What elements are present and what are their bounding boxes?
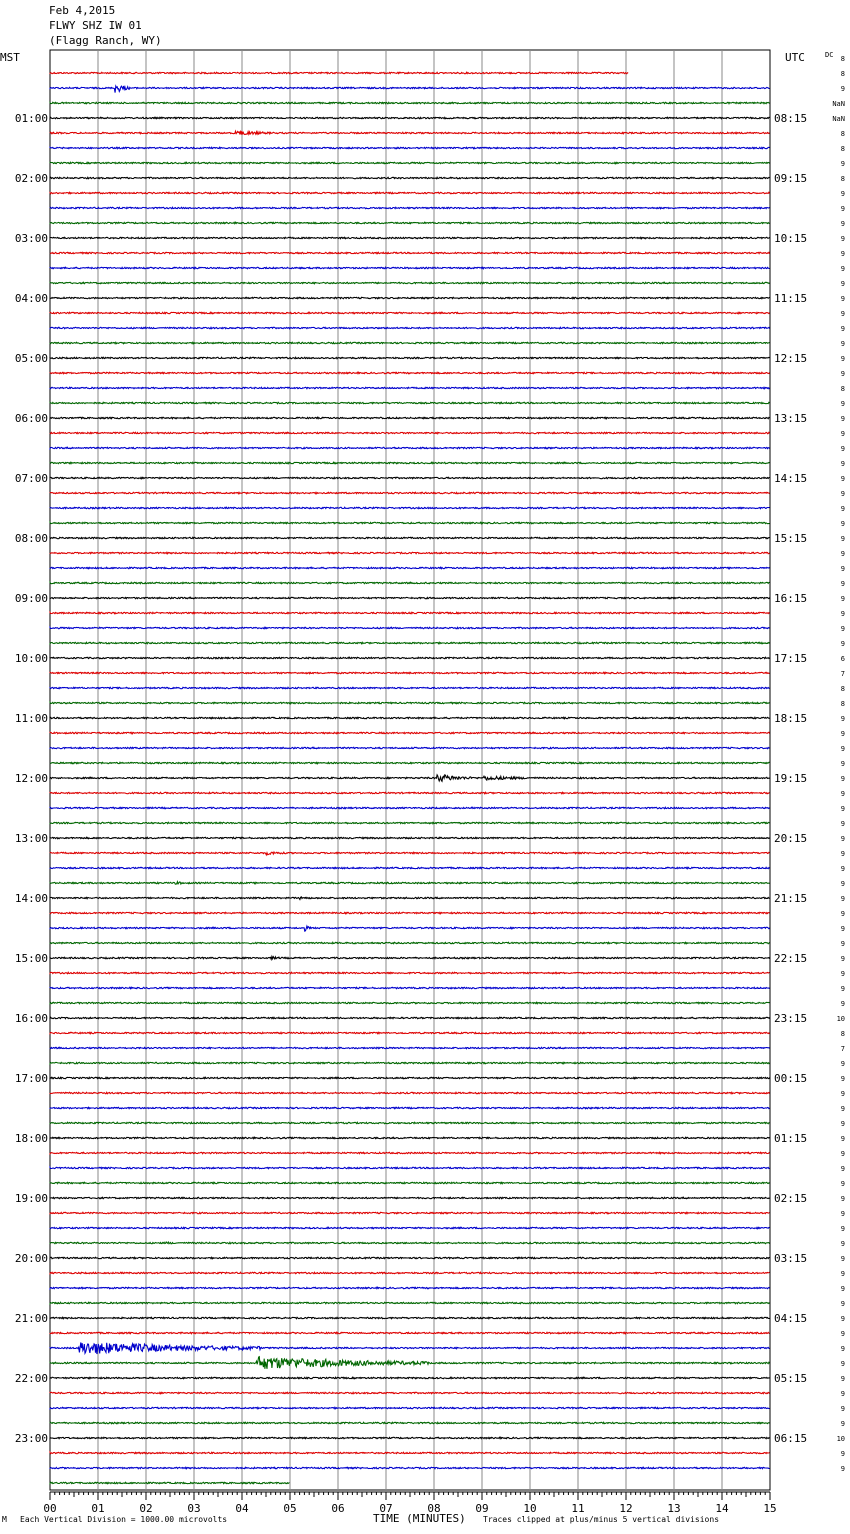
trace-rms-value: 9 — [840, 190, 845, 198]
mst-hour-label: 14:00 — [14, 892, 48, 905]
trace-line — [50, 1002, 770, 1003]
trace-line — [50, 597, 770, 598]
trace-line — [50, 897, 770, 900]
trace-rms-value: 8 — [840, 70, 845, 78]
x-tick-label: 01 — [91, 1502, 105, 1515]
x-tick-label: 08 — [427, 1502, 441, 1515]
trace-rms-value: 9 — [840, 940, 845, 948]
trace-line — [50, 297, 770, 298]
trace-line — [50, 987, 770, 988]
trace-line — [50, 462, 770, 463]
trace-line — [50, 867, 770, 868]
trace-rms-value: 9 — [840, 1105, 845, 1113]
trace-line — [50, 687, 770, 688]
mst-hour-label: 17:00 — [14, 1072, 48, 1085]
trace-rms-value: 9 — [840, 415, 845, 423]
mst-hour-label: 23:00 — [14, 1432, 48, 1445]
trace-rms-value: 6 — [840, 655, 845, 663]
mst-hour-label: 22:00 — [14, 1372, 48, 1385]
trace-line — [50, 372, 770, 373]
x-tick-label: 07 — [379, 1502, 393, 1515]
trace-line — [50, 926, 770, 931]
trace-rms-value: 9 — [840, 460, 845, 468]
trace-rms-value: 9 — [840, 895, 845, 903]
trace-line — [50, 1017, 770, 1018]
trace-rms-value: 9 — [840, 370, 845, 378]
utc-hour-label: 01:15 — [774, 1132, 808, 1145]
utc-hour-label: 22:15 — [774, 952, 808, 965]
trace-rms-value: 9 — [840, 1300, 845, 1308]
mst-hour-label: 03:00 — [14, 232, 48, 245]
mst-hour-label: 16:00 — [14, 1012, 48, 1025]
trace-line — [50, 1092, 770, 1093]
trace-line — [50, 807, 770, 808]
utc-hour-label: 21:15 — [774, 892, 808, 905]
clip-note: Traces clipped at plus/minus 5 vertical divisions — [483, 1515, 720, 1524]
trace-line — [50, 775, 770, 781]
utc-hour-label: 19:15 — [774, 772, 808, 785]
x-tick-label: 00 — [43, 1502, 57, 1515]
mst-hour-label: 19:00 — [14, 1192, 48, 1205]
trace-line — [50, 792, 770, 793]
x-tick-label: 13 — [667, 1502, 681, 1515]
mst-hour-label: 10:00 — [14, 652, 48, 665]
trace-line — [50, 1357, 770, 1369]
x-tick-label: 02 — [139, 1502, 153, 1515]
trace-line — [50, 1152, 770, 1153]
trace-rms-value: 9 — [840, 715, 845, 723]
station-code: FLWY SHZ IW 01 — [49, 19, 142, 32]
plot-date: Feb 4,2015 — [49, 4, 116, 17]
trace-rms-value: 9 — [840, 805, 845, 813]
trace-line — [50, 507, 770, 508]
mst-hour-label: 06:00 — [14, 412, 48, 425]
utc-hour-label: 02:15 — [774, 1192, 808, 1205]
right-axis-title: UTC — [785, 51, 805, 64]
trace-rms-value: 9 — [840, 985, 845, 993]
utc-hour-label: 18:15 — [774, 712, 808, 725]
trace-rms-value: 9 — [840, 280, 845, 288]
utc-hour-label: 09:15 — [774, 172, 808, 185]
x-tick-label: 06 — [331, 1502, 345, 1515]
trace-line — [50, 552, 770, 553]
trace-rms-value: 9 — [840, 1060, 845, 1068]
trace-line — [50, 117, 770, 118]
mst-hour-label: 05:00 — [14, 352, 48, 365]
trace-line — [50, 1242, 770, 1244]
trace-line — [50, 822, 770, 823]
trace-line — [50, 1332, 770, 1333]
trace-rms-value: 9 — [840, 850, 845, 858]
left-axis-title: MST — [0, 51, 20, 64]
trace-rms-value: 8 — [840, 55, 845, 63]
x-tick-label: 12 — [619, 1502, 633, 1515]
trace-rms-value: 9 — [840, 1195, 845, 1203]
x-tick-label: 14 — [715, 1502, 729, 1515]
trace-rms-value: 9 — [840, 1285, 845, 1293]
trace-line — [50, 702, 770, 703]
trace-rms-value: 9 — [840, 1330, 845, 1338]
trace-rms-value: 9 — [840, 550, 845, 558]
trace-line — [50, 1182, 770, 1183]
trace-rms-value: 9 — [840, 1090, 845, 1098]
trace-rms-value: 8 — [840, 385, 845, 393]
trace-rms-value: 9 — [840, 1165, 845, 1173]
trace-line — [50, 1422, 770, 1423]
trace-rms-value: 9 — [840, 910, 845, 918]
trace-rms-value: NaN — [832, 115, 845, 123]
trace-rms-value: 9 — [840, 565, 845, 573]
trace-line — [50, 1317, 770, 1318]
mst-hour-label: 04:00 — [14, 292, 48, 305]
trace-rms-value: 9 — [840, 610, 845, 618]
trace-line — [50, 1257, 770, 1258]
trace-rms-value: 9 — [840, 1465, 845, 1473]
trace-rms-value: 9 — [840, 1405, 845, 1413]
trace-line — [50, 1392, 770, 1393]
trace-line — [50, 222, 770, 223]
trace-rms-value: 9 — [840, 790, 845, 798]
trace-rms-value: 9 — [840, 400, 845, 408]
utc-hour-label: 05:15 — [774, 1372, 808, 1385]
trace-rms-value: 9 — [840, 1315, 845, 1323]
trace-rms-value: 9 — [840, 355, 845, 363]
trace-rms-value: 8 — [840, 700, 845, 708]
trace-line — [50, 732, 770, 733]
scale-note: Each Vertical Division = 1000.00 microvolts — [20, 1515, 228, 1524]
trace-rms-value: 9 — [840, 535, 845, 543]
trace-line — [50, 1167, 770, 1168]
trace-rms-value: 9 — [840, 1180, 845, 1188]
mst-hour-label: 12:00 — [14, 772, 48, 785]
utc-hour-label: 12:15 — [774, 352, 808, 365]
trace-line — [50, 327, 770, 328]
trace-line — [50, 1437, 770, 1438]
trace-rms-value: 9 — [840, 1135, 845, 1143]
trace-line — [50, 417, 770, 418]
trace-line — [50, 1227, 770, 1228]
trace-line — [50, 942, 770, 943]
utc-hour-label: 17:15 — [774, 652, 808, 665]
utc-hour-label: 15:15 — [774, 532, 808, 545]
trace-rms-value: 9 — [840, 475, 845, 483]
trace-rms-value: 10 — [836, 1015, 845, 1023]
utc-hour-label: 13:15 — [774, 412, 808, 425]
x-axis-title: TIME (MINUTES) — [373, 1512, 466, 1525]
trace-rms-value: NaN — [832, 100, 845, 108]
trace-rms-value: 9 — [840, 235, 845, 243]
utc-hour-label: 03:15 — [774, 1252, 808, 1265]
trace-rms-value: 9 — [840, 1390, 845, 1398]
trace-line — [50, 1137, 770, 1138]
trace-line — [50, 131, 770, 135]
trace-rms-value: 9 — [840, 220, 845, 228]
trace-rms-value: 7 — [840, 670, 845, 678]
trace-line — [50, 537, 770, 538]
trace-line — [50, 567, 770, 568]
trace-line — [50, 162, 770, 163]
trace-rms-value: 9 — [840, 430, 845, 438]
trace-rms-value: 9 — [840, 1210, 845, 1218]
trace-rms-value: 9 — [840, 925, 845, 933]
trace-line — [50, 1212, 770, 1213]
trace-rms-value: 9 — [840, 295, 845, 303]
trace-rms-value: 8 — [840, 145, 845, 153]
trace-line — [50, 1302, 770, 1303]
mst-hour-label: 09:00 — [14, 592, 48, 605]
trace-line — [50, 432, 770, 433]
trace-line — [50, 192, 770, 193]
trace-line — [50, 177, 770, 178]
x-tick-label: 11 — [571, 1502, 585, 1515]
trace-rms-value: 9 — [840, 1075, 845, 1083]
trace-rms-value: 9 — [840, 250, 845, 258]
trace-line — [50, 282, 770, 283]
trace-line — [50, 1407, 770, 1408]
utc-hour-label: 08:15 — [774, 112, 808, 125]
trace-rms-value: 9 — [840, 970, 845, 978]
mst-hour-label: 11:00 — [14, 712, 48, 725]
trace-rms-value: 9 — [840, 1345, 845, 1353]
trace-rms-value: 9 — [840, 760, 845, 768]
trace-rms-value: 8 — [840, 175, 845, 183]
trace-line — [50, 1467, 770, 1468]
trace-rms-value: 9 — [840, 205, 845, 213]
trace-rms-value: 9 — [840, 1360, 845, 1368]
utc-hour-label: 10:15 — [774, 232, 808, 245]
trace-rms-value: 9 — [840, 865, 845, 873]
trace-rms-value: 9 — [840, 745, 845, 753]
trace-rms-value: 9 — [840, 85, 845, 93]
trace-rms-value: 9 — [840, 520, 845, 528]
x-tick-label: 05 — [283, 1502, 297, 1515]
trace-rms-value: 10 — [836, 1435, 845, 1443]
trace-line — [50, 102, 770, 103]
trace-line — [50, 492, 770, 493]
trace-line — [50, 672, 770, 673]
trace-line — [50, 1272, 770, 1273]
trace-rms-value: 9 — [840, 880, 845, 888]
trace-rms-value: 9 — [840, 445, 845, 453]
trace-rms-value: 9 — [840, 640, 845, 648]
trace-rms-value: 9 — [840, 775, 845, 783]
trace-line — [50, 1077, 770, 1078]
trace-line — [50, 1343, 770, 1355]
trace-line — [50, 147, 770, 148]
trace-rms-value: 9 — [840, 820, 845, 828]
corner-mark: M — [2, 1515, 7, 1524]
x-tick-label: 10 — [523, 1502, 537, 1515]
trace-line — [50, 912, 770, 913]
trace-rms-value: 8 — [840, 685, 845, 693]
dc-label: DC — [825, 51, 834, 59]
mst-hour-label: 21:00 — [14, 1312, 48, 1325]
trace-line — [50, 747, 770, 748]
trace-line — [50, 657, 770, 658]
trace-rms-value: 9 — [840, 490, 845, 498]
x-tick-label: 04 — [235, 1502, 249, 1515]
trace-line — [50, 312, 770, 313]
trace-rms-value: 9 — [840, 1420, 845, 1428]
utc-hour-label: 23:15 — [774, 1012, 808, 1025]
trace-line — [50, 1377, 770, 1378]
trace-rms-value: 9 — [840, 310, 845, 318]
trace-line — [50, 72, 628, 73]
trace-line — [50, 252, 770, 253]
trace-line — [50, 882, 770, 885]
trace-rms-value: 9 — [840, 160, 845, 168]
trace-line — [50, 762, 770, 763]
trace-line — [50, 1452, 770, 1453]
utc-hour-label: 06:15 — [774, 1432, 808, 1445]
utc-hour-label: 04:15 — [774, 1312, 808, 1325]
trace-line — [50, 852, 770, 855]
mst-hour-label: 18:00 — [14, 1132, 48, 1145]
mst-hour-label: 08:00 — [14, 532, 48, 545]
trace-line — [50, 612, 770, 613]
trace-line — [50, 447, 770, 448]
utc-hour-label: 11:15 — [774, 292, 808, 305]
trace-line — [50, 357, 770, 358]
trace-rms-value: 9 — [840, 580, 845, 588]
station-location: (Flagg Ranch, WY) — [49, 34, 162, 47]
trace-rms-value: 7 — [840, 1045, 845, 1053]
trace-rms-value: 9 — [840, 1270, 845, 1278]
trace-rms-value: 9 — [840, 625, 845, 633]
utc-hour-label: 20:15 — [774, 832, 808, 845]
trace-line — [50, 477, 770, 478]
trace-line — [50, 267, 770, 268]
mst-hour-label: 02:00 — [14, 172, 48, 185]
trace-line — [50, 837, 770, 838]
trace-rms-value: 9 — [840, 1150, 845, 1158]
trace-line — [50, 1287, 770, 1288]
trace-rms-value: 9 — [840, 1375, 845, 1383]
trace-rms-value: 8 — [840, 1030, 845, 1038]
trace-rms-value: 9 — [840, 955, 845, 963]
trace-rms-value: 9 — [840, 1255, 845, 1263]
utc-hour-label: 00:15 — [774, 1072, 808, 1085]
trace-line — [50, 387, 770, 388]
trace-rms-value: 9 — [840, 265, 845, 273]
trace-rms-value: 9 — [840, 325, 845, 333]
trace-rms-value: 9 — [840, 730, 845, 738]
trace-line — [50, 627, 770, 628]
trace-rms-value: 9 — [840, 1120, 845, 1128]
trace-rms-value: 9 — [840, 340, 845, 348]
mst-hour-label: 01:00 — [14, 112, 48, 125]
trace-rms-value: 9 — [840, 595, 845, 603]
trace-line — [50, 582, 770, 583]
mst-hour-label: 15:00 — [14, 952, 48, 965]
mst-hour-label: 07:00 — [14, 472, 48, 485]
trace-line — [50, 86, 770, 93]
trace-line — [50, 1122, 770, 1123]
trace-rms-value: 8 — [840, 130, 845, 138]
trace-line — [50, 717, 770, 718]
x-tick-label: 15 — [763, 1502, 777, 1515]
trace-line — [50, 1062, 770, 1063]
trace-rms-value: 9 — [840, 835, 845, 843]
x-tick-label: 09 — [475, 1502, 489, 1515]
trace-rms-value: 9 — [840, 1240, 845, 1248]
trace-line — [50, 1197, 770, 1198]
trace-line — [50, 1107, 770, 1108]
trace-line — [50, 237, 770, 238]
trace-line — [50, 957, 770, 960]
trace-rms-value: 9 — [840, 505, 845, 513]
trace-line — [50, 402, 770, 403]
utc-hour-label: 16:15 — [774, 592, 808, 605]
trace-line — [50, 642, 770, 643]
x-tick-label: 03 — [187, 1502, 201, 1515]
trace-line — [50, 1482, 289, 1483]
trace-rms-value: 9 — [840, 1450, 845, 1458]
trace-rms-value: 9 — [840, 1225, 845, 1233]
mst-hour-label: 13:00 — [14, 832, 48, 845]
trace-line — [50, 207, 770, 208]
trace-line — [50, 1047, 770, 1048]
utc-hour-label: 14:15 — [774, 472, 808, 485]
trace-line — [50, 522, 770, 523]
mst-hour-label: 20:00 — [14, 1252, 48, 1265]
trace-line — [50, 972, 770, 973]
trace-rms-value: 9 — [840, 1000, 845, 1008]
trace-line — [50, 342, 770, 343]
trace-line — [50, 1032, 770, 1033]
